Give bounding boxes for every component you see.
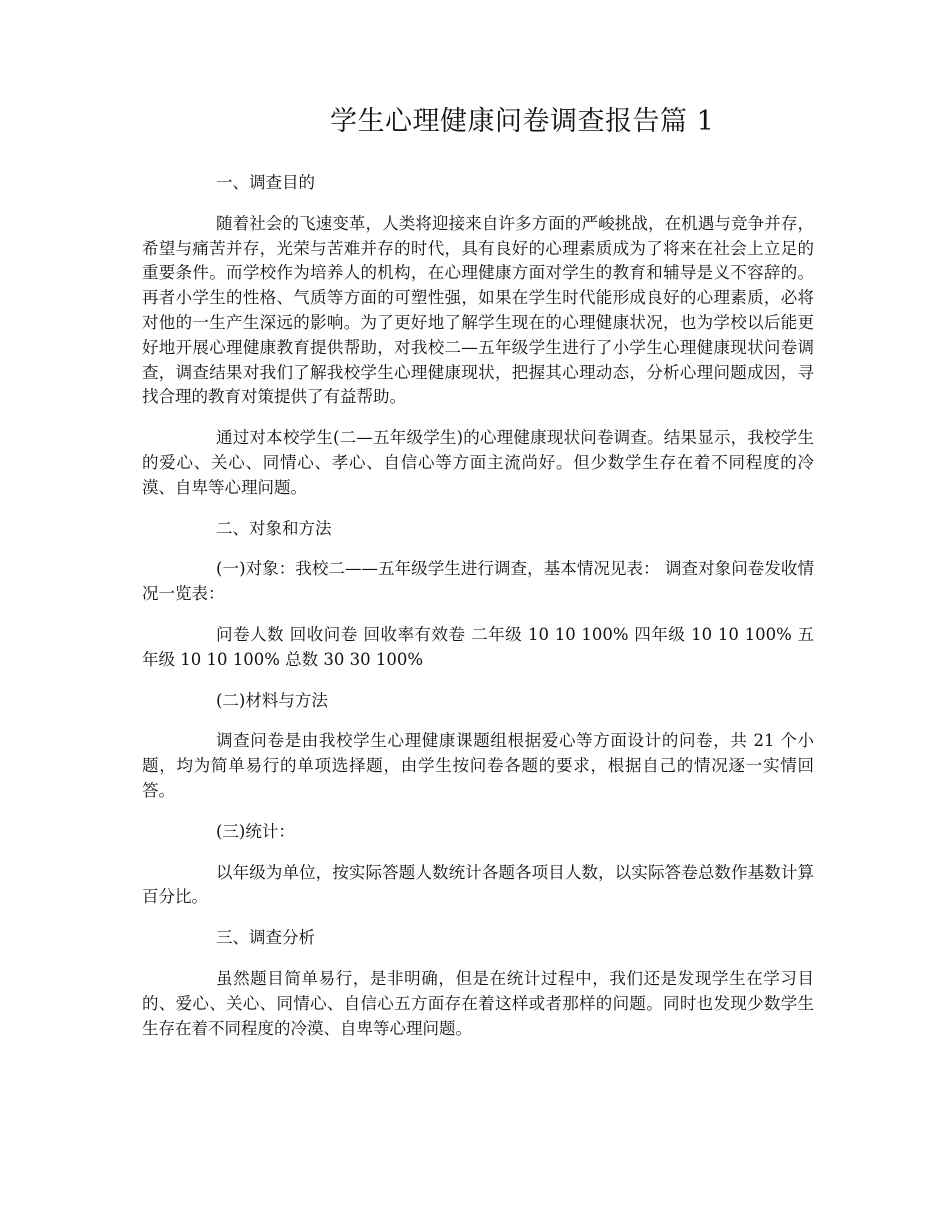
section-heading-analysis: 三、调查分析 — [216, 928, 315, 948]
paragraph-survey-table: 问卷人数 回收问卷 回收率有效卷 二年级 10 10 100% 四年级 10 10 100% 五年级 10 10 100% 总数 30 30 100% — [142, 624, 814, 669]
section-heading-subjects-methods: 二、对象和方法 — [216, 518, 332, 538]
document-title: 学生心理健康问卷调查报告篇 1 — [330, 106, 715, 137]
paragraph-materials: 调查问卷是由我校学生心理健康课题组根据爱心等方面设计的问卷，共 21 个小题，均为简单易行的单项选择题，由学生按问卷各题的要求，根据自己的情况逐一实情回答。 — [142, 731, 814, 800]
paragraph-statistics: 以年级为单位，按实际答题人数统计各题各项目人数，以实际答卷总数作基数计算百分比。 — [142, 862, 814, 907]
paragraph-summary: 通过对本校学生(二—五年级学生)的心理健康现状问卷调查。结果显示，我校学生的爱心、关心、同情心、孝心、自信心等方面主流尚好。但少数学生存在着不同程度的冷漠、自卑等心理问题。 — [142, 428, 814, 497]
section-heading-purpose: 一、调查目的 — [216, 173, 315, 192]
subheading-statistics: (三)统计： — [216, 821, 295, 841]
document-page — [142, 100, 814, 1041]
subheading-materials-methods: (二)材料与方法 — [216, 690, 328, 710]
paragraph-subjects: (一)对象：我校二——五年级学生进行调查，基本情况见表： 调查对象问卷发收情况一览表： — [142, 559, 814, 604]
paragraph-purpose: 随着社会的飞速变革，人类将迎接来自许多方面的严峻挑战，在机遇与竞争并存，希望与痛苦并存，光荣与苦难并存的时代，具有良好的心理素质成为了将来在社会上立足的重要条件。而学校作为培养人的机构，在心理健康方面对学生的教育和辅导是义不容辞的。再者小学生的性格、气质等方面的可塑性强，如果在学生时代能形成良好的心理素质，必将对他的一生产生深远的影响。为了更好地了解学生现在的心理健康状况，也为学校以后能更好地开展心理健康教育提供帮助，对我校二—五年级学生进行了小学生心理健康现状问卷调查，调查结果对我们了解我校学生心理健康现状，把握其心理动态，分析心理问题成因，寻找合理的教育对策提供了有益帮助。 — [142, 213, 814, 407]
paragraph-analysis: 虽然题目简单易行，是非明确，但是在统计过程中，我们还是发现学生在学习目的、爱心、关心、同情心、自信心五方面存在着这样或者那样的问题。同时也发现少数学生生存在着不同程度的冷漠、自卑等心理问题。 — [142, 968, 814, 1038]
